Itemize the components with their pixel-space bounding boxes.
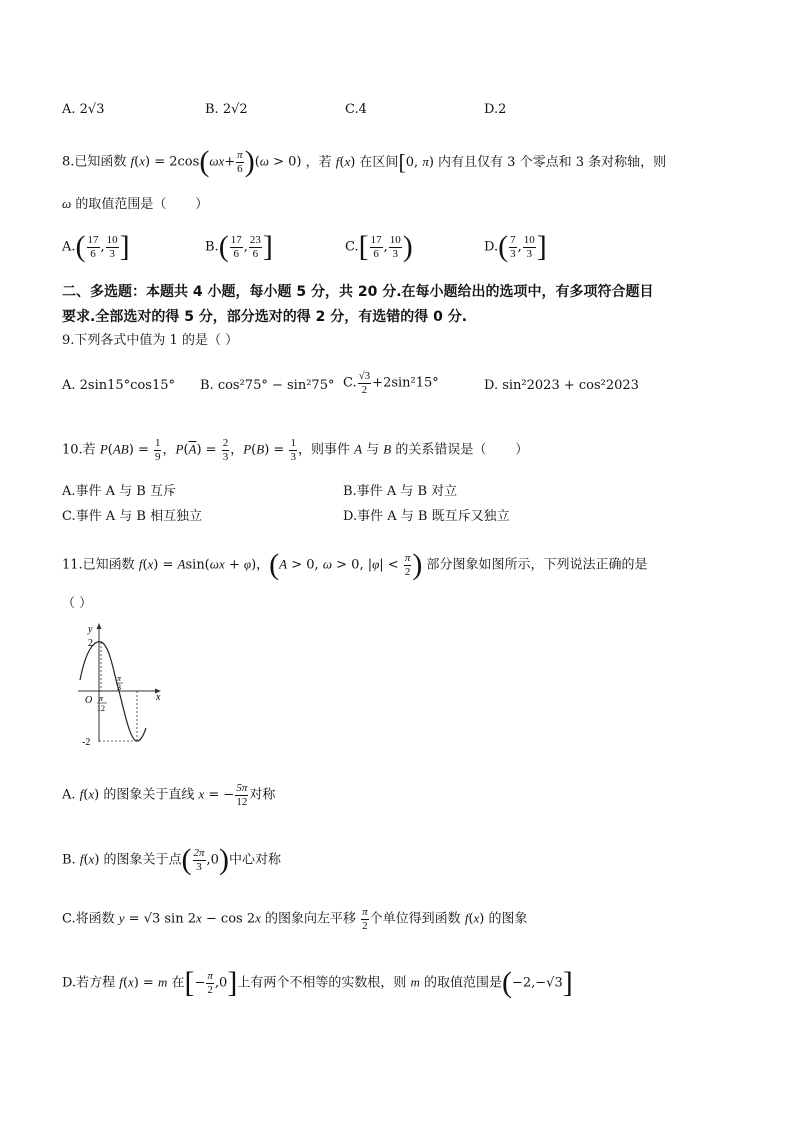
section2-line2: 要求.全部选对的得 5 分，部分选对的得 2 分，有选错的得 0 分. [62,309,468,325]
svg-text:π: π [99,694,104,703]
y-axis-arrow [97,623,102,629]
q7-option-a: A. 2√3 [62,102,105,117]
q11-option-c: C.将函数 y = √3 sin 2x − cos 2x 的图象向左平移 $\frac{\pi}{2}$ 个单位得到函数 f(x) 的图象 [62,906,528,932]
q10-option-d: D.事件 A 与 B 既互斥又独立 [343,509,510,524]
svg-text:3: 3 [117,683,121,692]
x-label: x [156,692,161,703]
q10-option-c: C.事件 A 与 B 相互独立 [62,509,203,524]
y-label: y [88,624,93,635]
q7-option-c: C.4 [345,102,367,117]
q11-function-graph [70,620,170,750]
q11-paren: （ ） [62,596,93,611]
q8-option-c: C.[ $\frac{17}{6}$ , $\frac{10}{3}$ ) [345,230,413,263]
y-max-label: 2 [88,638,93,649]
x-tick-pi-3 [116,674,123,692]
q10-option-b: B.事件 A 与 B 对立 [343,484,458,499]
q7-option-b: B. 2√2 [205,102,248,117]
q11-option-b: B. f(x) 的图象关于点( $\frac{2\pi}{3}$ ,0)中心对称 [62,843,281,876]
y-min-label: -2 [82,737,91,748]
q9-option-d: D. sin²2023 + cos²2023 [484,378,639,393]
q11-stem: 11.已知函数 f(x) = Asin(ωx + φ)，(A > 0, ω > 0, |φ| < $\frac{\pi}{2}$ ) 部分图象如图所示，下列说法正确的是 [62,548,648,581]
q8-option-a: A.( $\frac{17}{6}$ , $\frac{10}{3}$ ] [62,230,130,263]
section2-line1: 二、多选题：本题共 4 小题，每小题 5 分，共 20 分.在每小题给出的选项中，有多项符合题目 [62,284,654,300]
x-tick-pi-12 [97,694,107,713]
q11-option-d: D.若方程 f(x) = m 在[− $\frac{\pi}{2}$ ,0]上有两个不相等的实数根，则 m 的取值范围是(−2,−√3] [62,966,573,999]
q7-option-d: D.2 [484,102,507,117]
q9-option-b: B. cos²75° − sin²75° [200,378,335,393]
q9-option-c: C. $\frac{√3}{2}$ +2sin²15° [343,370,439,396]
q8-option-b: B.( $\frac{17}{6}$ , $\frac{23}{6}$ ] [205,230,273,263]
q8-line2: ω 的取值范围是（ ） [62,196,209,212]
svg-text:12: 12 [97,704,105,713]
q11-option-a: A. f(x) 的图象关于直线 x = − $\frac{5\pi}{12}$ 对称 [62,782,276,808]
q9-stem: 9.下列各式中值为 1 的是（ ） [62,333,239,348]
q9-option-a: A. 2sin15°cos15° [62,378,175,393]
q10-option-a: A.事件 A 与 B 互斥 [62,484,176,499]
q8-option-d: D.( $\frac{7}{3}$ , $\frac{10}{3}$ ] [484,230,547,263]
q10-stem: 10.若 P(AB) = $\frac{1}{9}$ ，$P(\overline{A})$ = $\frac{2}{3}$ ，P(B) = $\frac{1}{3}$ ，则事件 A 与 B 的关系错误是（ ） [62,437,529,463]
origin-label: O [85,695,93,706]
svg-text:π: π [117,674,122,683]
q8-stem: 8.已知函数 f(x) = 2cos(ωx+ $\frac{\pi}{6}$ )(ω > 0) ，若 f(x) 在区间[0, π) 内有且仅有 3 个零点和 3 条对称轴，则 [62,145,667,178]
